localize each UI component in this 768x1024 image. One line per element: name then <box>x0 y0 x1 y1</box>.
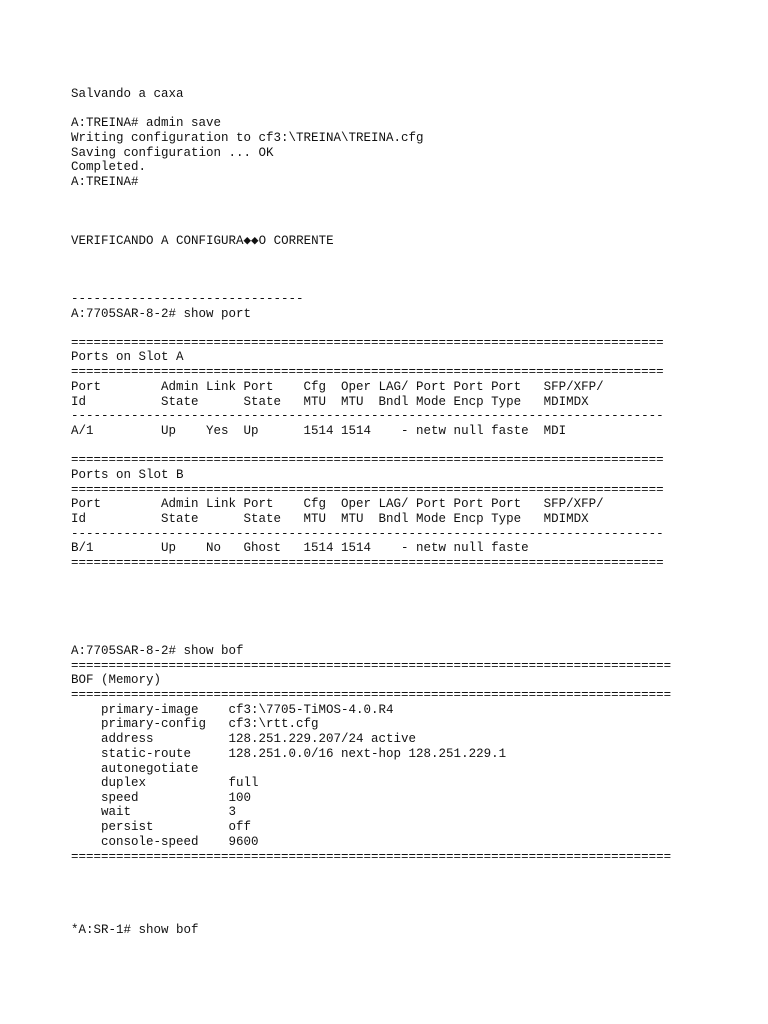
separator-line: =============================================================================== <box>71 336 664 350</box>
prompt-line: A:TREINA# <box>71 175 139 189</box>
bof-row: duplex full <box>71 776 259 790</box>
bof-row: primary-config cf3:\rtt.cfg <box>71 717 319 731</box>
separator-line: ================================================================================ <box>71 850 672 864</box>
separator-line: ------------------------------------------------------------------------------- <box>71 527 664 541</box>
table-title: Ports on Slot B <box>71 468 184 482</box>
table-header: Port Admin Link Port Cfg Oper LAG/ Port Port Port SFP/XFP/ <box>71 497 604 511</box>
separator-line: ------------------------------------------------------------------------------- <box>71 409 664 423</box>
table-title: BOF (Memory) <box>71 673 162 687</box>
section-title: Salvando a caxa <box>71 87 184 101</box>
separator-line: =============================================================================== <box>71 365 664 379</box>
table-row: B/1 Up No Ghost 1514 1514 - netw null faste <box>71 541 529 555</box>
section-title: VERIFICANDO A CONFIGURA◆◆O CORRENTE <box>71 234 334 248</box>
bof-row: primary-image cf3:\7705-TiMOS-4.0.R4 <box>71 703 394 717</box>
command-line: A:TREINA# admin save <box>71 116 222 130</box>
output-line: Completed. <box>71 160 147 174</box>
bof-row: wait 3 <box>71 805 237 819</box>
separator-line: ================================================================================ <box>71 688 672 702</box>
table-title: Ports on Slot A <box>71 350 184 364</box>
bof-row: persist off <box>71 820 252 834</box>
command-line: A:7705SAR-8-2# show bof <box>71 644 244 658</box>
table-header: Port Admin Link Port Cfg Oper LAG/ Port Port Port SFP/XFP/ <box>71 380 604 394</box>
bof-row: address 128.251.229.207/24 active <box>71 732 417 746</box>
command-line: *A:SR-1# show bof <box>71 923 199 937</box>
bof-row: autonegotiate <box>71 762 199 776</box>
separator-line: ================================================================================ <box>71 659 672 673</box>
table-row: A/1 Up Yes Up 1514 1514 - netw null faste MDI <box>71 424 567 438</box>
separator-line: =============================================================================== <box>71 483 664 497</box>
output-line: Saving configuration ... OK <box>71 146 274 160</box>
separator-line: ------------------------------- <box>71 292 304 306</box>
bof-row: speed 100 <box>71 791 252 805</box>
bof-row: console-speed 9600 <box>71 835 259 849</box>
table-header: Id State State MTU MTU Bndl Mode Encp Type MDIMDX <box>71 512 589 526</box>
separator-line: =============================================================================== <box>71 453 664 467</box>
output-line: Writing configuration to cf3:\TREINA\TREINA.cfg <box>71 131 424 145</box>
separator-line: =============================================================================== <box>71 556 664 570</box>
table-header: Id State State MTU MTU Bndl Mode Encp Type MDIMDX <box>71 395 589 409</box>
command-line: A:7705SAR-8-2# show port <box>71 307 252 321</box>
bof-row: static-route 128.251.0.0/16 next-hop 128.251.229.1 <box>71 747 507 761</box>
